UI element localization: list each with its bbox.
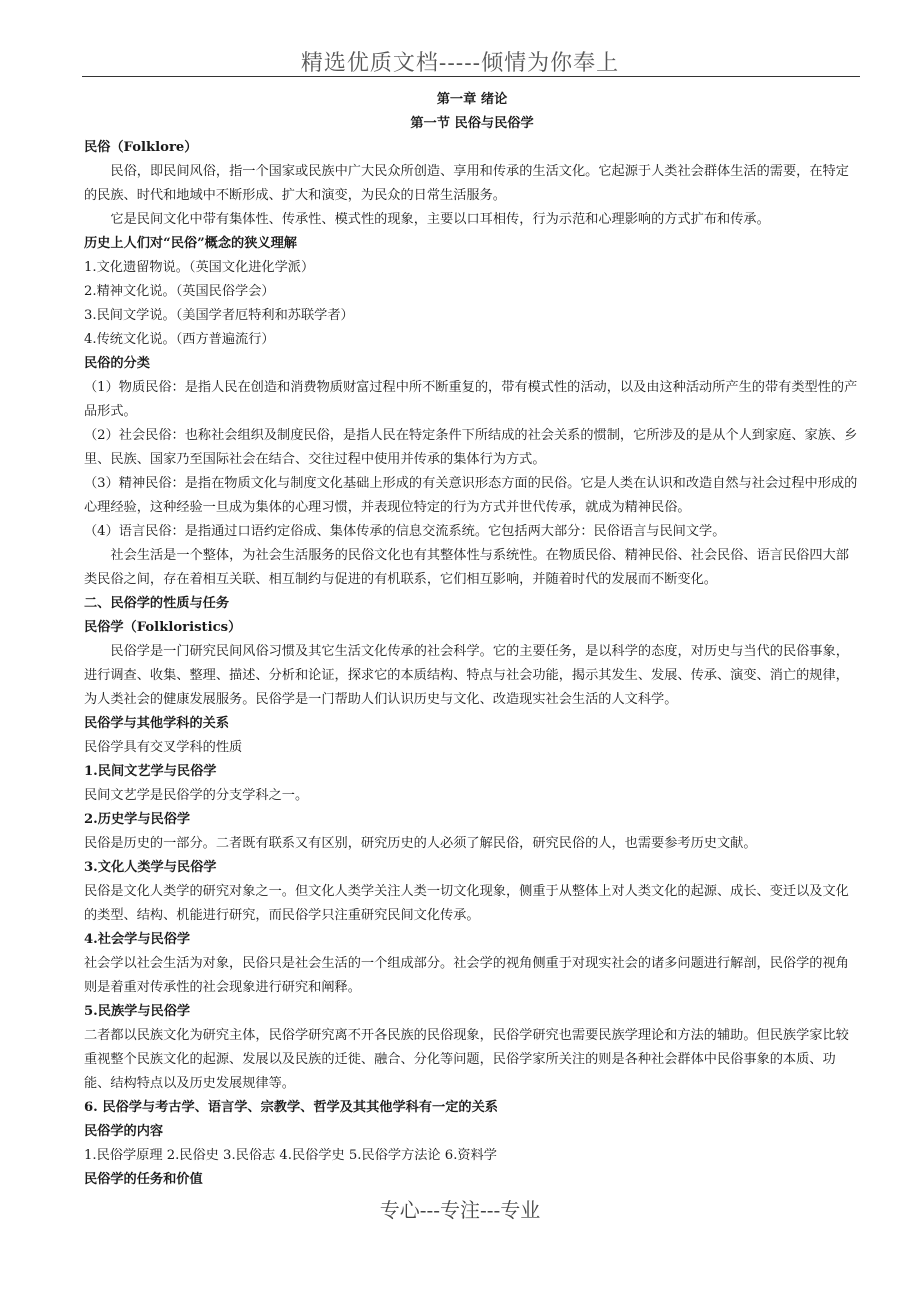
relation-title: 2.历史学与民俗学: [84, 812, 191, 827]
section-title: 第一节 民俗与民俗学: [410, 116, 534, 131]
relations-intro: 民俗学具有交叉学科的性质: [84, 740, 243, 755]
relation-title: 6. 民俗学与考古学、语言学、宗教学、哲学及其其他学科有一定的关系: [84, 1100, 498, 1115]
heading-content: 民俗学的内容: [84, 1124, 164, 1139]
content-list: 1.民俗学原理 2.民俗史 3.民俗志 4.民俗学史 5.民俗学方法论 6.资料学: [84, 1148, 497, 1163]
list-item: 3.民间文学说。（美国学者厄特利和苏联学者）: [84, 308, 354, 323]
heading-classification: 民俗的分类: [84, 356, 150, 371]
heading-folkloristics: 民俗学（Folkloristics）: [84, 620, 242, 635]
paragraph: 民俗学是一门研究民间风俗习惯及其它生活文化传承的社会科学。它的主要任务，是以科学的态度，对历史与当代的民俗事象，进行调查、收集、整理、描述、分析和论证，探求它的本质结构、特点与社会功能，揭示其发生、发展、传承、演变、消亡的规律，为人类社会的健康发展服务。民俗学是一门帮助人们认识历史与文化、改造现实社会生活的人文科学。: [84, 644, 849, 707]
relation-text: 民间文艺学是民俗学的分支学科之一。: [84, 788, 309, 803]
classification-item: （2）社会民俗：也称社会组织及制度民俗，是指人民在特定条件下所结成的社会关系的惯制，它所涉及的是从个人到家庭、家族、乡里、民族、国家乃至国际社会在结合、交往过程中使用并传承的集体行为方式。: [84, 428, 858, 467]
paragraph: 民俗，即民间风俗，指一个国家或民族中广大民众所创造、享用和传承的生活文化。它起源于人类社会群体生活的需要，在特定的民族、时代和地域中不断形成、扩大和演变，为民众的日常生活服务。: [84, 164, 849, 203]
document-body: [84, 88, 860, 1192]
paragraph: 它是民间文化中带有集体性、传承性、模式性的现象，主要以口耳相传，行为示范和心理影响的方式扩布和传承。: [110, 212, 770, 227]
relation-title: 5.民族学与民俗学: [84, 1004, 191, 1019]
relation-text: 民俗是文化人类学的研究对象之一。但文化人类学关注人类一切文化现象，侧重于从整体上对人类文化的起源、成长、变迁以及文化的类型、结构、机能进行研究，而民俗学只注重研究民间文化传承。: [84, 884, 849, 923]
relation-text: 二者都以民族文化为研究主体，民俗学研究离不开各民族的民俗现象，民俗学研究也需要民族学理论和方法的辅助。但民族学家比较重视整个民族文化的起源、发展以及民族的迁徙、融合、分化等问题，民俗学家所关注的则是各种社会群体中民俗事象的本质、功能、结构特点以及历史发展规律等。: [84, 1028, 849, 1091]
classification-item: （1）物质民俗：是指人民在创造和消费物质财富过程中所不断重复的，带有模式性的活动，以及由这种活动所产生的带有类型性的产品形式。: [84, 380, 858, 419]
heading-folklore: 民俗（Folklore）: [84, 140, 198, 155]
page-footer: 专心---专注---专业: [379, 1198, 541, 1222]
heading-narrow-understanding: 历史上人们对“民俗”概念的狭义理解: [84, 236, 297, 251]
heading-part2: 二、民俗学的性质与任务: [84, 596, 230, 611]
list-item: 2.精神文化说。（英国民俗学会）: [84, 284, 275, 299]
relation-text: 社会学以社会生活为对象，民俗只是社会生活的一个组成部分。社会学的视角侧重于对现实社会的诸多问题进行解剖，民俗学的视角则是着重对传承性的社会现象进行研究和阐释。: [84, 956, 849, 995]
relation-text: 民俗是历史的一部分。二者既有联系又有区别，研究历史的人必须了解民俗，研究民俗的人，也需要参考历史文献。: [84, 836, 757, 851]
list-item: 4.传统文化说。（西方普遍流行）: [84, 332, 275, 347]
classification-item: （4）语言民俗：是指通过口语约定俗成、集体传承的信息交流系统。它包括两大部分：民俗语言与民间文学。: [84, 524, 726, 539]
relation-title: 3.文化人类学与民俗学: [84, 860, 217, 875]
paragraph: 社会生活是一个整体，为社会生活服务的民俗文化也有其整体性与系统性。在物质民俗、精神民俗、社会民俗、语言民俗四大部类民俗之间，存在着相互关联、相互制约与促进的有机联系，它们相互影响，并随着时代的发展而不断变化。: [84, 548, 849, 587]
header-rule: [82, 76, 860, 77]
classification-item: （3）精神民俗：是指在物质文化与制度文化基础上形成的有关意识形态方面的民俗。它是人类在认识和改造自然与社会过程中形成的心理经验，这种经验一旦成为集体的心理习惯，并表现位特定的行为方式并世代传承，就成为精神民俗。: [84, 476, 858, 515]
relation-title: 1.民间文艺学与民俗学: [84, 764, 217, 779]
list-item: 1.文化遗留物说。（英国文化进化学派）: [84, 260, 315, 275]
heading-relations: 民俗学与其他学科的关系: [84, 716, 230, 731]
chapter-title: 第一章 绪论: [436, 92, 508, 107]
heading-tasks: 民俗学的任务和价值: [84, 1172, 203, 1187]
relation-title: 4.社会学与民俗学: [84, 932, 191, 947]
page-header: 精选优质文档-----倾情为你奉上: [300, 51, 620, 76]
